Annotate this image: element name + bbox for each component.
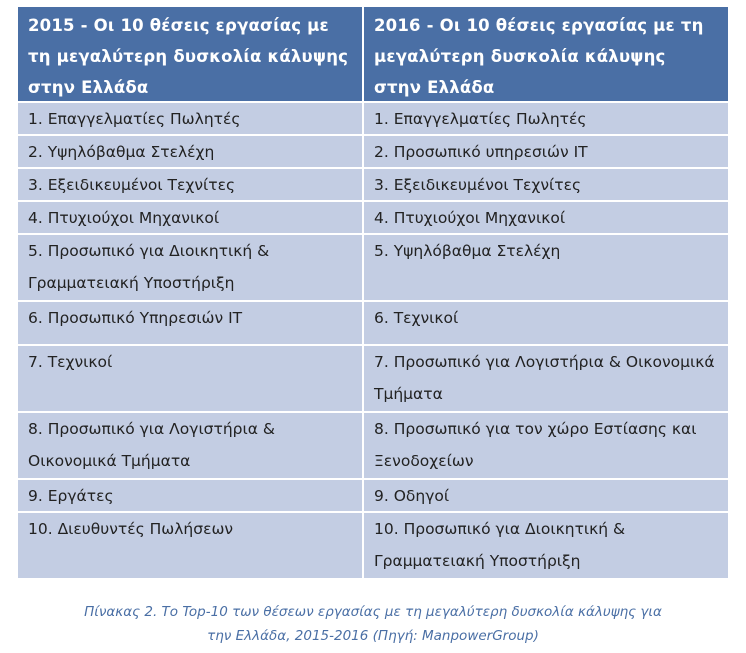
cell-2015-row-9: 9. Εργάτες (18, 480, 362, 511)
cell-2016-row-2: 2. Προσωπικό υπηρεσιών IT (364, 136, 728, 167)
header-2016: 2016 - Οι 10 θέσεις εργασίας με τη μεγαλύτερη δυσκολία κάλυψης στην Ελλάδα (364, 7, 728, 101)
cell-2016-row-3: 3. Εξειδικευμένοι Τεχνίτες (364, 169, 728, 200)
cell-2016-row-8: 8. Προσωπικό για τον χώρο Εστίασης και Ξενοδοχείων (364, 413, 728, 478)
table-caption (0, 600, 746, 648)
cell-2015-row-6: 6. Προσωπικό Υπηρεσιών IT (18, 302, 362, 344)
cell-2015-row-10: 10. Διευθυντές Πωλήσεων (18, 513, 362, 578)
cell-2015-row-4: 4. Πτυχιούχοι Μηχανικοί (18, 202, 362, 233)
cell-2016-row-5: 5. Υψηλόβαθμα Στελέχη (364, 235, 728, 300)
cell-2016-row-4: 4. Πτυχιούχοι Μηχανικοί (364, 202, 728, 233)
cell-2015-row-2: 2. Υψηλόβαθμα Στελέχη (18, 136, 362, 167)
cell-2015-row-8: 8. Προσωπικό για Λογιστήρια & Οικονομικά Τμήματα (18, 413, 362, 478)
cell-2016-row-1: 1. Επαγγελματίες Πωλητές (364, 103, 728, 134)
cell-2015-row-5: 5. Προσωπικό για Διοικητική & Γραμματειακή Υποστήριξη (18, 235, 362, 300)
cell-2016-row-7: 7. Προσωπικό για Λογιστήρια & Οικονομικά Τμήματα (364, 346, 728, 411)
cell-2015-row-7: 7. Τεχνικοί (18, 346, 362, 411)
cell-2016-row-6: 6. Τεχνικοί (364, 302, 728, 344)
header-2015: 2015 - Οι 10 θέσεις εργασίας με τη μεγαλύτερη δυσκολία κάλυψης στην Ελλάδα (18, 7, 362, 101)
cell-2015-row-1: 1. Επαγγελματίες Πωλητές (18, 103, 362, 134)
job-shortage-table (18, 7, 728, 578)
caption-line-2: την Ελλάδα, 2015-2016 (Πηγή: ManpowerGroup) (207, 628, 539, 644)
cell-2016-row-10: 10. Προσωπικό για Διοικητική & Γραμματειακή Υποστήριξη (364, 513, 728, 578)
caption-line-1: Πίνακας 2. Το Top-10 των θέσεων εργασίας με τη μεγαλύτερη δυσκολία κάλυψης για (84, 604, 662, 620)
cell-2016-row-9: 9. Οδηγοί (364, 480, 728, 511)
cell-2015-row-3: 3. Εξειδικευμένοι Τεχνίτες (18, 169, 362, 200)
